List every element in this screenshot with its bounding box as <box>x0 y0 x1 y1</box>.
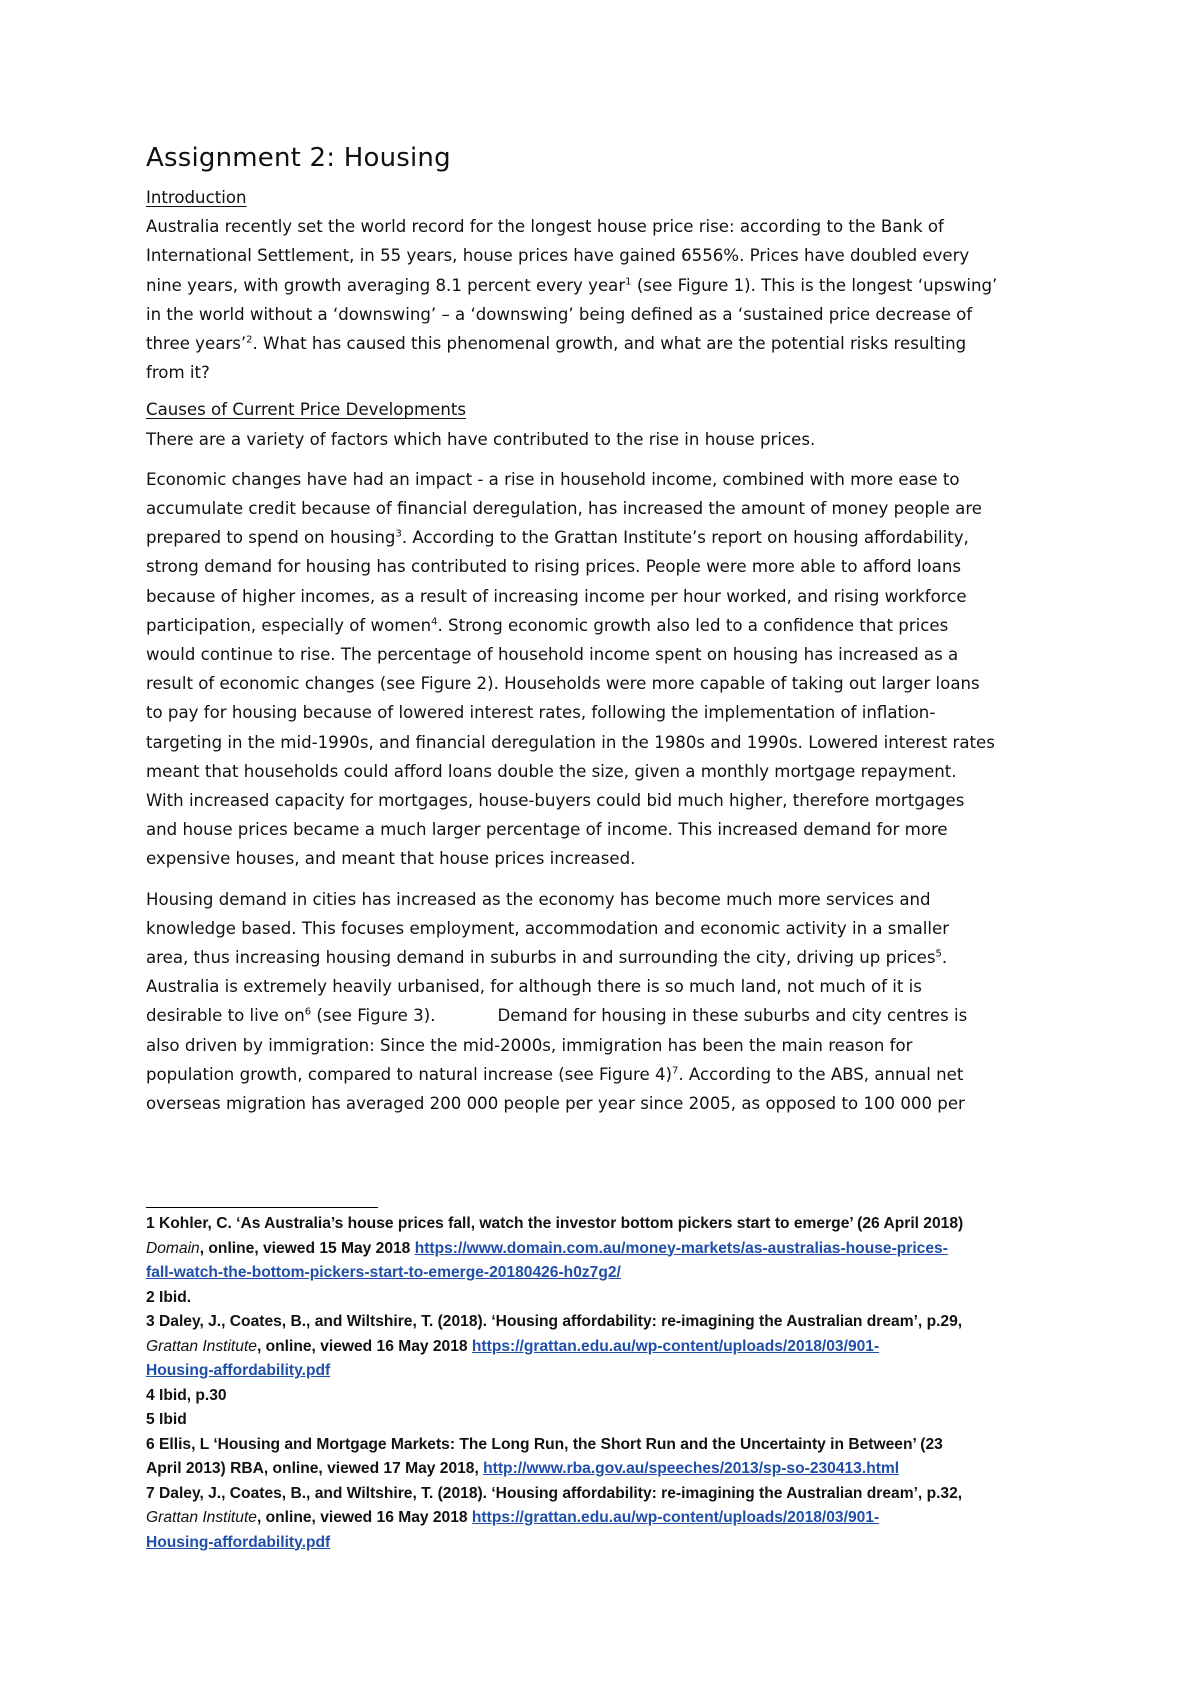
text-run: nine years, with growth averaging 8.1 percent every year <box>146 275 626 295</box>
footnote-text: , online, viewed 16 May 2018 <box>256 1509 472 1526</box>
text-line <box>146 271 1074 300</box>
text-line: from it? <box>146 363 210 383</box>
text-run: . According to the Grattan Institute’s report on housing affordability, <box>401 528 969 548</box>
footnote-text: , online, viewed 15 May 2018 <box>199 1239 415 1257</box>
text-line <box>146 523 1074 552</box>
text-line: Economic changes have had an impact - a rise in household income, combined with more ease to <box>146 469 960 489</box>
footnote-ref-7: 7 <box>672 1065 679 1077</box>
text-line: in the world without a ‘downswing’ – a ‘downswing’ being defined as a ‘sustained price decrease of <box>146 304 973 324</box>
text-line <box>146 611 1074 640</box>
footnote-ref-3: 3 <box>395 528 402 540</box>
footnote-source-italic: Domain <box>146 1239 200 1257</box>
text-line: and house prices became a much larger percentage of income. This increased demand for more <box>146 820 948 840</box>
footnote-1-link[interactable]: https://www.domain.com.au/money-markets/as-australias-house-prices- <box>414 1239 948 1257</box>
footnote-5: 5 Ibid <box>146 1411 187 1428</box>
text-line: knowledge based. This focuses employment, accommodation and economic activity in a smaller <box>146 918 950 938</box>
footnote-separator <box>146 1207 378 1208</box>
footnote-ref-4: 4 <box>431 616 438 628</box>
text-line <box>146 1001 1074 1030</box>
footnote-3-link[interactable]: https://grattan.edu.au/wp-content/uploads/2018/03/901- <box>471 1337 880 1355</box>
footnote-4: 4 Ibid, p.30 <box>146 1386 227 1404</box>
footnote-6-link[interactable]: http://www.rba.gov.au/speeches/2013/sp-so-230413.html <box>483 1460 900 1477</box>
footnote-7-link-end[interactable]: Housing-affordability.pdf <box>146 1533 331 1551</box>
text-run: (see Figure 1). This is the longest ‘upswing’ <box>636 275 998 295</box>
footnote-ref-2: 2 <box>246 334 253 346</box>
text-run: area, thus increasing housing demand in suburbs in and surrounding the city, driving up prices <box>146 948 936 968</box>
footnote-3: 3 Daley, J., Coates, B., and Wiltshire, T. (2018). ‘Housing affordability: re-imagining the Australian dream’, p.29, <box>146 1313 963 1330</box>
footnote-1-cont <box>146 1237 1086 1262</box>
text-line <box>146 1060 1074 1089</box>
text-line <box>146 943 1074 972</box>
text-line: result of economic changes (see Figure 2). Households were more capable of taking out larger loans <box>146 674 980 694</box>
text-run: (see Figure 3). <box>316 1006 436 1026</box>
text-run: . According to the ABS, annual net <box>678 1064 964 1084</box>
footnote-1: 1 Kohler, C. ‘As Australia’s house prices fall, watch the investor bottom pickers start to emerge’ (26 April 2018) <box>146 1215 964 1232</box>
text-run: prepared to spend on housing <box>146 528 396 548</box>
text-line: Housing demand in cities has increased as the economy has become much more services and <box>146 889 931 909</box>
text-line: because of higher incomes, as a result of increasing income per hour worked, and rising workforce <box>146 586 967 606</box>
section-heading-causes: Causes of Current Price Developments <box>146 400 467 420</box>
text-run: desirable to live on <box>146 1006 305 1026</box>
footnote-text: , online, viewed 16 May 2018 <box>256 1337 472 1355</box>
footnote-3-link-end[interactable]: Housing-affordability.pdf <box>146 1362 331 1379</box>
footnotes <box>146 1212 1086 1555</box>
paragraph-economic-changes <box>146 465 1074 874</box>
text-line: Australia is extremely heavily urbanised, for although there is so much land, not much of it is <box>146 977 922 997</box>
paragraph-housing-demand <box>146 885 1074 1119</box>
text-line: would continue to rise. The percentage of household income spent on housing has increased as a <box>146 645 959 665</box>
text-run: . What has caused this phenomenal growth, and what are the potential risks resulting <box>252 334 967 354</box>
footnote-6-cont <box>146 1457 1086 1482</box>
text-line: to pay for housing because of lowered interest rates, following the implementation of inflation- <box>146 703 936 723</box>
text-line: targeting in the mid-1990s, and financial deregulation in the 1980s and 1990s. Lowered interest rates <box>146 732 995 752</box>
footnote-2: 2 Ibid. <box>146 1288 192 1306</box>
text-run: Demand for housing in these suburbs and city centres is <box>497 1006 968 1026</box>
text-line: International Settlement, in 55 years, house prices have gained 6556%. Prices have doubled every <box>146 246 970 266</box>
footnote-7-link-cont <box>146 1531 1086 1556</box>
text-line: With increased capacity for mortgages, house-buyers could bid much higher, therefore mortgages <box>146 791 965 811</box>
text-line: overseas migration has averaged 200 000 people per year since 2005, as opposed to 100 000 per <box>146 1094 965 1114</box>
footnote-ref-5: 5 <box>935 948 942 960</box>
text-run: participation, especially of women <box>146 615 432 635</box>
footnote-1-link-end[interactable]: fall-watch-the-bottom-pickers-start-to-emerge-20180426-h0z7g2/ <box>146 1264 621 1281</box>
paragraph-causes-intro <box>146 425 1074 454</box>
text-run: three years’ <box>146 334 247 354</box>
text-line: expensive houses, and meant that house prices increased. <box>146 849 636 869</box>
text-run: . Strong economic growth also led to a confidence that prices <box>437 615 949 635</box>
footnote-1-link-cont <box>146 1261 1086 1286</box>
footnote-6: 6 Ellis, L ‘Housing and Mortgage Markets: The Long Run, the Short Run and the Uncertainty in Between’ (23 <box>146 1435 943 1453</box>
footnote-text: April 2013) RBA, online, viewed 17 May 2018, <box>146 1460 484 1477</box>
text-run: . <box>941 948 948 968</box>
footnote-source-italic: Grattan Institute <box>146 1509 257 1526</box>
page-title: Assignment 2: Housing <box>146 143 451 173</box>
text-line: Australia recently set the world record for the longest house price rise: according to the Bank of <box>146 217 944 237</box>
footnote-ref-1: 1 <box>625 276 632 288</box>
text-line: There are a variety of factors which have contributed to the rise in house prices. <box>146 429 816 449</box>
section-heading-introduction: Introduction <box>146 188 247 207</box>
text-line: strong demand for housing has contributed to rising prices. People were more able to afford loans <box>146 557 961 577</box>
footnote-7: 7 Daley, J., Coates, B., and Wiltshire, T. (2018). ‘Housing affordability: re-imagining the Australian dream’, p.32, <box>146 1484 963 1502</box>
footnote-3-link-cont <box>146 1359 1086 1384</box>
document-body <box>146 143 1074 1118</box>
text-line: also driven by immigration: Since the mid-2000s, immigration has been the main reason for <box>146 1035 913 1055</box>
text-line: accumulate credit because of financial deregulation, has increased the amount of money people are <box>146 499 982 519</box>
footnote-3-cont <box>146 1335 1086 1360</box>
text-line: meant that households could afford loans double the size, given a monthly mortgage repayment. <box>146 761 957 781</box>
footnote-7-cont <box>146 1506 1086 1531</box>
footnote-7-link[interactable]: https://grattan.edu.au/wp-content/uploads/2018/03/901- <box>471 1509 880 1526</box>
paragraph-introduction <box>146 212 1074 387</box>
footnote-ref-6: 6 <box>304 1006 312 1018</box>
text-line <box>146 329 1074 358</box>
text-run: population growth, compared to natural increase (see Figure 4) <box>146 1064 672 1084</box>
footnote-source-italic: Grattan Institute <box>146 1337 257 1355</box>
